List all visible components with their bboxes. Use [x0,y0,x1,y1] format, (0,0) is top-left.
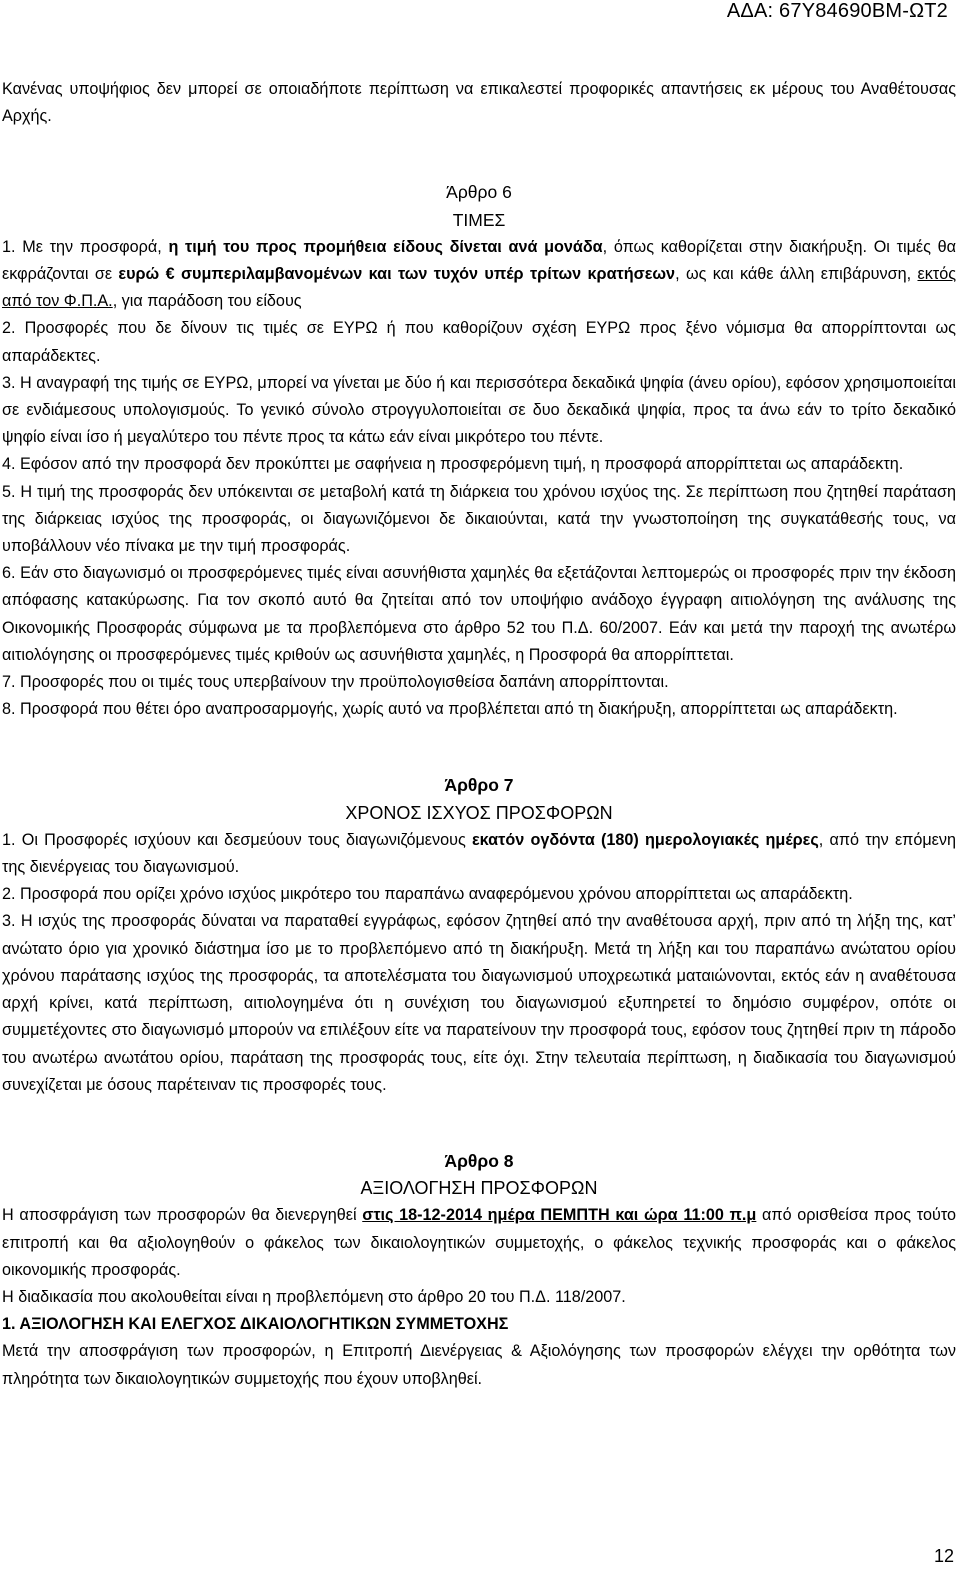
article-6-paragraph-3: 3. Η αναγραφή της τιμής σε ΕΥΡΩ, μπορεί να γίνεται με δύο ή και περισσότερα δεκαδικά ψηφία (άνευ ορίου), εφόσον χρησιμοποιείται σε ενδιάμεσους υπολογισμούς. Το γενικό σύνολο στρογγυλοποιείται σε δυο δεκαδικά ψηφία, προς τα άνω εάν το τρίτο δεκαδικό ψηφίο είναι ίσο ή μεγαλύτερο του πέντε προς τα κάτω εάν είναι μικρότερο του πέντε. [2,373,956,447]
document-ada-id: ΑΔΑ: 67Υ84690ΒΜ-ΩΤ2 [726,0,948,22]
article-6-paragraph-1: 1. Με την προσφορά, η τιμή του προς προμήθεια είδους δίνεται ανά μονάδα, όπως καθορίζεται στην διακήρυξη. Οι τιμές θα εκφράζονται σε ευρώ € συμπεριλαμβανομένων και των τυχόν υπέρ τρίτων κρατήσεων, ως και κάθε άλλη επιβάρυνση, εκτός από τον Φ.Π.Α., για παράδοση του είδους [2,237,957,311]
article-8-section-1-text: Μετά την αποσφράγιση των προσφορών, η Επιτροπή Διενέργειας & Αξιολόγησης των προσφορών ελέγχει την ορθότητα των πληρότητα των δικαιολογητικών συμμετοχής που έχουν υποβληθεί. [2,1342,956,1388]
document-body [2,76,956,1393]
article-6-paragraph-7: 7. Προσφορές που οι τιμές τους υπερβαίνουν την προϋπολογισθείσα δαπάνη απορρίπτονται. [2,673,669,692]
article-7-paragraph-1: 1. Οι Προσφορές ισχύουν και δεσμεύουν τους διαγωνιζόμενους εκατόν ογδόντα (180) ημερολογιακές ημέρες, από την επόμενη της διενέργειας του διαγωνισμού. [2,830,956,877]
article-6-paragraph-5: 5. Η τιμή της προσφοράς δεν υπόκεινται σε μεταβολή κατά τη διάρκεια του χρόνου ισχύος της. Σε περίπτωση που ζητηθεί παράταση της διάρκειας ισχύος της προσφοράς, οι διαγωνιζόμενοι δε δικαιούνται, κατά την γνωστοποίηση της συγκατάθεσής τους, να υποβάλλουν νέο πίνακα με την τιμή προσφοράς. [2,482,956,556]
article-7-title: ΧΡΟΝΟΣ ΙΣΧΥΟΣ ΠΡΟΣΦΟΡΩΝ [345,802,613,823]
article-7-paragraph-2: 2. Προσφορά που ορίζει χρόνο ισχύος μικρότερο του παραπάνω αναφερόμενου χρόνου απορρίπτεται ως απαράδεκτη. [2,885,853,904]
article-8-paragraph-2: Η διαδικασία που ακολουθείται είναι η προβλεπόμενη στο άρθρο 20 του Π.Δ. 118/2007. [2,1287,626,1306]
article-8-number: Άρθρο 8 [444,1150,514,1171]
article-6-paragraph-8: 8. Προσφορά που θέτει όρο αναπροσαρμογής, χωρίς αυτό να προβλέπεται από τη διακήρυξη, απορρίπτεται ως απαράδεκτη. [2,700,898,719]
article-8-title: ΑΞΙΟΛΟΓΗΣΗ ΠΡΟΣΦΟΡΩΝ [360,1178,598,1199]
article-6-paragraph-6: 6. Εάν στο διαγωνισμό οι προσφερόμενες τιμές είναι ασυνήθιστα χαμηλές θα εξετάζονται λεπτομερώς οι προσφορές πριν την έκδοση απόφασης κατακύρωσης. Για τον σκοπό αυτό θα ζητείται από τον υποψήφιο ανάδοχο έγγραφη αιτιολόγηση της ανάλυσης της Οικονομικής Προσφοράς σύμφωνα με τα προβλεπόμενα στο άρθρο 52 του Π.Δ. 60/2007. Εάν και μετά την παροχή της ανωτέρω αιτιολόγησης οι προσφερόμενες τιμές κριθούν ως ασυνήθιστα χαμηλές, η Προσφορά θα απορρίπτεται. [2,564,956,664]
article-6-paragraph-2: 2. Προσφορές που δε δίνουν τις τιμές σε ΕΥΡΩ ή που καθορίζουν σχέση ΕΥΡΩ προς ξένο νόμισμα θα απορρίπτονται ως απαράδεκτες. [2,319,956,365]
page-number: 12 [933,1546,954,1566]
article-6-title: ΤΙΜΕΣ [452,209,506,230]
article-6-number: Άρθρο 6 [446,182,512,203]
article-7-paragraph-3: 3. Η ισχύς της προσφοράς δύναται να παραταθεί εγγράφως, εφόσον ζητηθεί από την αναθέτουσα αρχή, πριν από τη λήξη της, κατ’ ανώτατο όριο για χρονικό διάστημα ίσο με το προβλεπόμενο από τη διακήρυξη. Μετά τη λήξη και του παραπάνω ανώτατου ορίου χρόνου παράτασης ισχύος της προσφοράς, τα αποτελέσματα του διαγωνισμού υποχρεωτικά ματαιώνονται, εκτός εάν η αναθέτουσα αρχή κρίνει, κατά περίπτωση, αιτιολογημένα ότι η συνέχιση του διαγωνισμού εξυπηρετεί το δημόσιο συμφέρον, οπότε οι συμμετέχοντες στο διαγωνισμό μπορούν να επιλέξουν είτε να παρατείνουν την προσφορά τους, εφόσον τους ζητηθεί πριν τη πάροδο του ανωτέρω ανωτάτου ορίου, παράταση της προσφοράς τους, είτε όχι. Στην τελευταία περίπτωση, η διαδικασία του διαγωνισμού συνεχίζεται με όσους παρέτειναν τις προσφορές τους. [2,912,956,1094]
intro-paragraph: Κανένας υποψήφιος δεν μπορεί σε οποιαδήποτε περίπτωση να επικαλεστεί προφορικές απαντήσεις εκ μέρους του Αναθέτουσας Αρχής. [2,80,956,126]
article-8-paragraph-1: Η αποσφράγιση των προσφορών θα διενεργηθεί στις 18-12-2014 ημέρα ΠΕΜΠΤΗ και ώρα 11:00 π.μ από ορισθείσα προς τούτο επιτροπή και θα αξιολογηθούν ο φάκελος των δικαιολογητικών συμμετοχής, ο φάκελος τεχνικής προσφοράς και ο φάκελος οικονομικής προσφοράς. [2,1206,956,1279]
article-8-section-1-title: 1. ΑΞΙΟΛΟΓΗΣΗ ΚΑΙ ΕΛΕΓΧΟΣ ΔΙΚΑΙΟΛΟΓΗΤΙΚΩΝ ΣΥΜΜΕΤΟΧΗΣ [2,1315,509,1334]
article-6-paragraph-4: 4. Εφόσον από την προσφορά δεν προκύπτει με σαφήνεια η προσφερόμενη τιμή, η προσφορά απορρίπτεται ως απαράδεκτη. [2,455,904,474]
article-7-number: Άρθρο 7 [444,775,514,796]
